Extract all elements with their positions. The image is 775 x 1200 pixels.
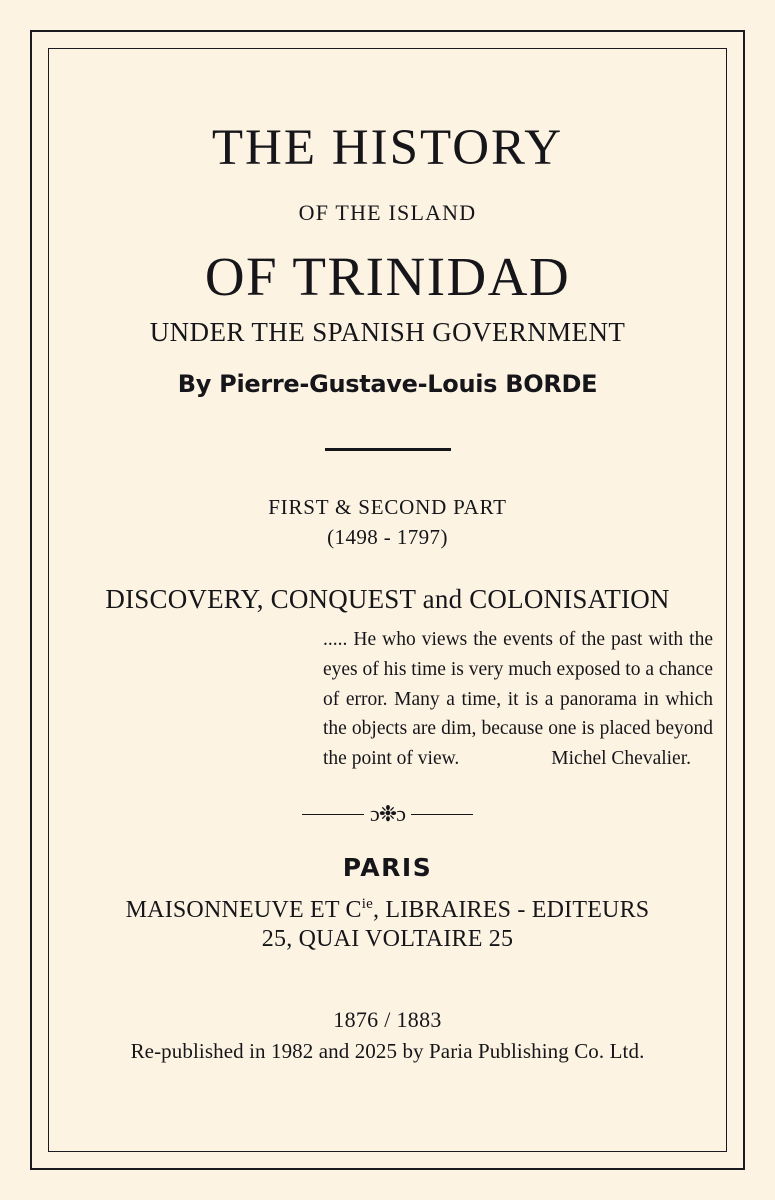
- page-title-line-4: UNDER THE SPANISH GOVERNMENT: [149, 317, 626, 348]
- page-title-line-3: OF TRINIDAD: [204, 245, 571, 307]
- flourish-icon: ɔ❉ɔ: [370, 801, 405, 827]
- author-byline: By Pierre-Gustave-Louis BORDE: [177, 370, 598, 399]
- publication-years: 1876 / 1883: [333, 1007, 442, 1033]
- imprint-publisher-suffix: , LIBRAIRES - EDITEURS: [372, 897, 650, 924]
- epigraph-block: [62, 625, 713, 773]
- page-title-line-1: THE HISTORY: [211, 120, 564, 176]
- epigraph-attribution: Michel Chevalier.: [551, 747, 692, 769]
- imprint-publisher-superscript: ie: [361, 896, 373, 913]
- title-page-content: [62, 60, 713, 1140]
- imprint-publisher: [62, 896, 713, 924]
- epigraph-text: ..... He who views the events of the past with the eyes of his time is very much exposed to a chance of error. Many a time, it is a panorama in which the objects are dim, because one is placed beyond the point of view.: [323, 629, 713, 769]
- imprint-city: PARIS: [342, 853, 433, 883]
- ornament-divider: [62, 803, 713, 825]
- ornament-line-left: [302, 814, 364, 816]
- imprint-publisher-prefix: MAISONNEUVE ET C: [125, 897, 362, 924]
- imprint-address: 25, QUAI VOLTAIRE 25: [261, 926, 514, 953]
- part-label: FIRST & SECOND PART: [268, 495, 507, 520]
- ornament-line-right: [411, 814, 473, 816]
- page-title-line-2: OF THE ISLAND: [298, 199, 477, 225]
- republication-note: Re-published in 1982 and 2025 by Paria Publishing Co. Ltd.: [130, 1039, 645, 1064]
- divider-rule: [325, 448, 451, 451]
- part-dates: (1498 - 1797): [327, 525, 448, 550]
- subject-line: DISCOVERY, CONQUEST and COLONISATION: [105, 584, 670, 615]
- epigraph-paragraph: [323, 625, 713, 773]
